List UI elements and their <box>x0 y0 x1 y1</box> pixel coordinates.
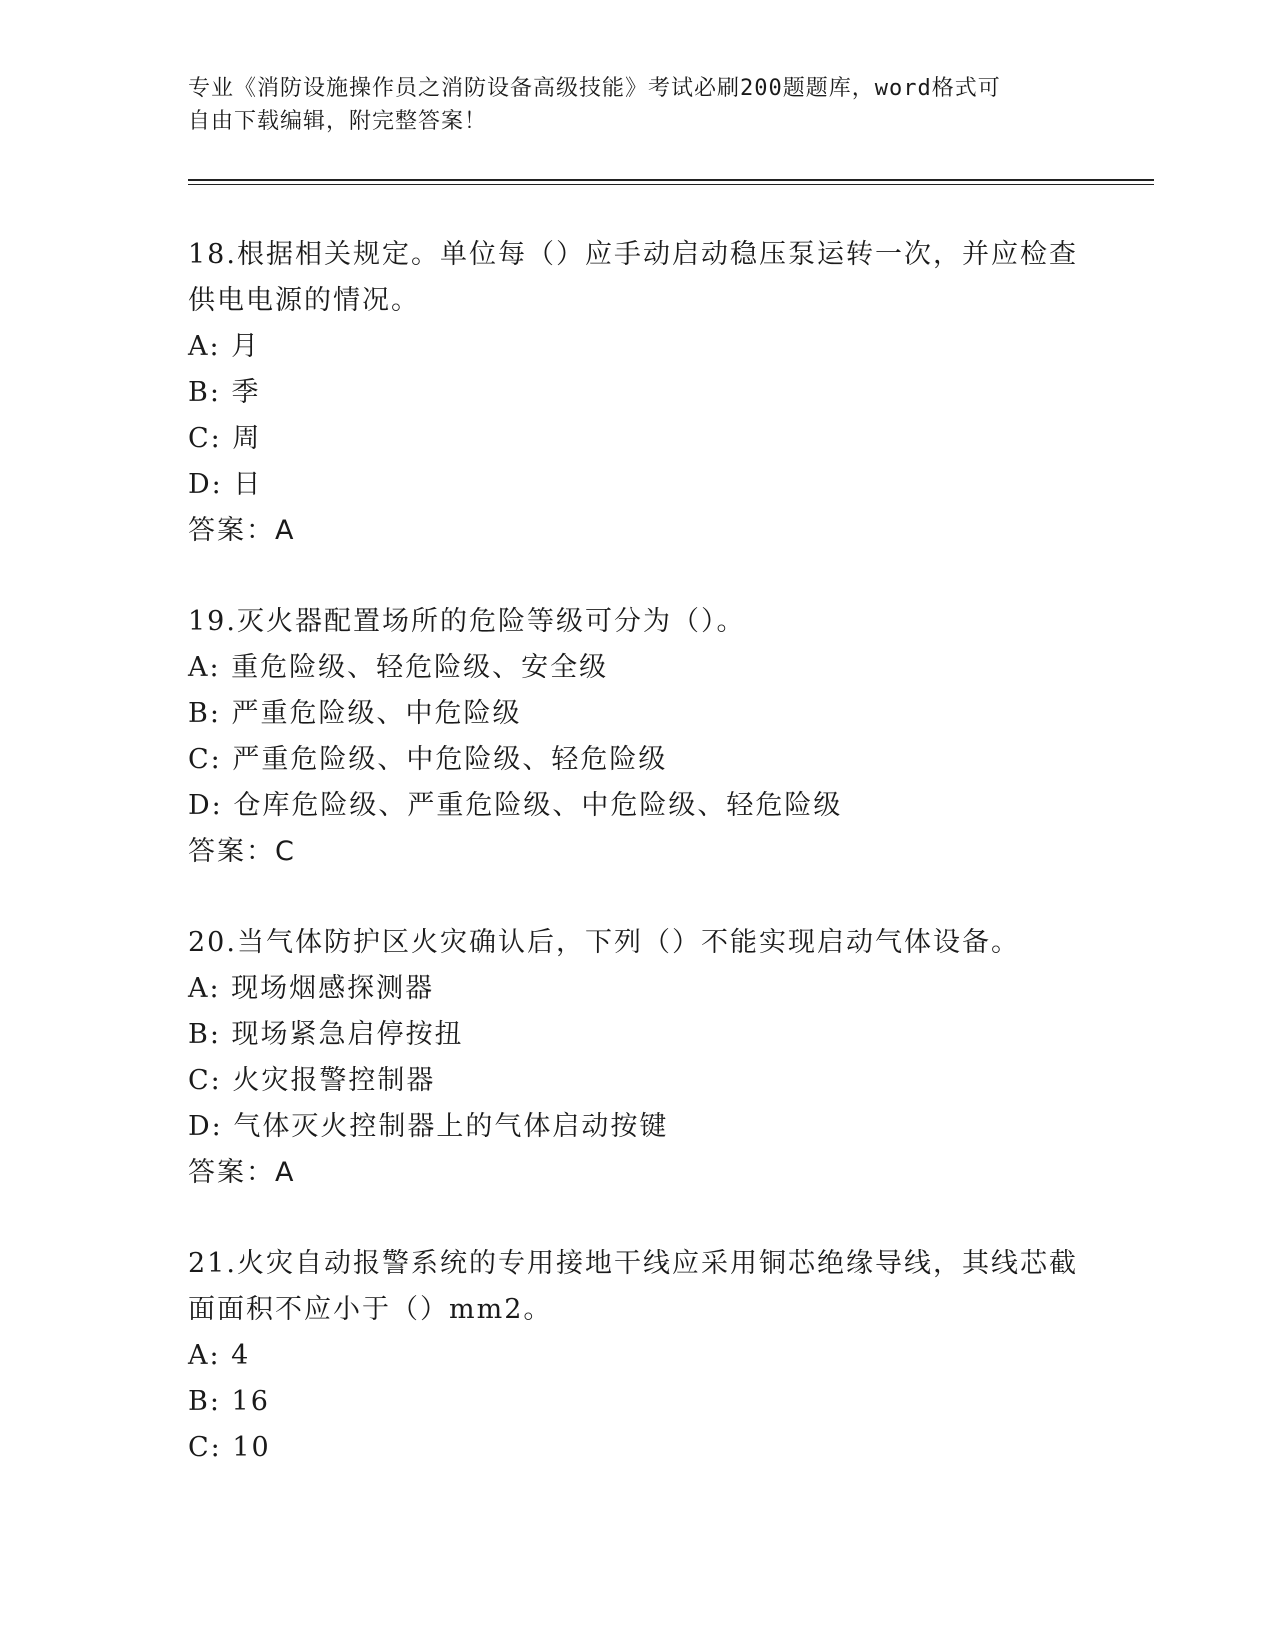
header-line-2: 自由下载编辑，附完整答案！ <box>188 109 488 134</box>
question-text: 20.当气体防护区火灾确认后，下列（）不能实现启动气体设备。 <box>188 927 1020 958</box>
option-c: C: 严重危险级、中危险级、轻危险级 <box>188 744 668 775</box>
document-header <box>188 72 1068 138</box>
option-a: A: 现场烟感探测器 <box>188 973 435 1004</box>
option-d: D: 气体灭火控制器上的气体启动按键 <box>188 1111 669 1142</box>
option-a: A: 月 <box>188 331 261 362</box>
question-text: 18.根据相关规定。单位每（）应手动启动稳压泵运转一次，并应检查供电电源的情况。 <box>188 239 1078 316</box>
question-text: 21.火灾自动报警系统的专用接地干线应采用铜芯绝缘导线，其线芯截面面积不应小于（）mm2。 <box>188 1248 1078 1325</box>
option-d: D: 日 <box>188 469 263 500</box>
option-b: B: 季 <box>188 377 261 408</box>
question-21 <box>188 1241 1088 1471</box>
option-a: A: 重危险级、轻危险级、安全级 <box>188 652 609 683</box>
question-text: 19.灭火器配置场所的危险等级可分为（）。 <box>188 606 746 637</box>
header-divider-thin <box>188 184 1154 185</box>
answer-text: 答案：C <box>188 836 296 867</box>
question-18 <box>188 232 1088 554</box>
option-b: B: 16 <box>188 1386 270 1417</box>
option-c: C: 火灾报警控制器 <box>188 1065 436 1096</box>
answer-text: 答案：A <box>188 515 296 546</box>
option-d: D: 仓库危险级、严重危险级、中危险级、轻危险级 <box>188 790 843 821</box>
header-line-1: 专业《消防设施操作员之消防设备高级技能》考试必刷200题题库，word格式可 <box>188 76 1001 101</box>
option-a: A: 4 <box>188 1340 251 1371</box>
option-b: B: 严重危险级、中危险级 <box>188 698 522 729</box>
option-b: B: 现场紧急启停按扭 <box>188 1019 464 1050</box>
header-divider-thick <box>188 179 1154 181</box>
answer-text: 答案：A <box>188 1157 296 1188</box>
option-c: C: 10 <box>188 1432 271 1463</box>
question-19 <box>188 599 1088 875</box>
option-c: C: 周 <box>188 423 262 454</box>
question-list <box>188 232 1088 1516</box>
question-20 <box>188 920 1088 1196</box>
